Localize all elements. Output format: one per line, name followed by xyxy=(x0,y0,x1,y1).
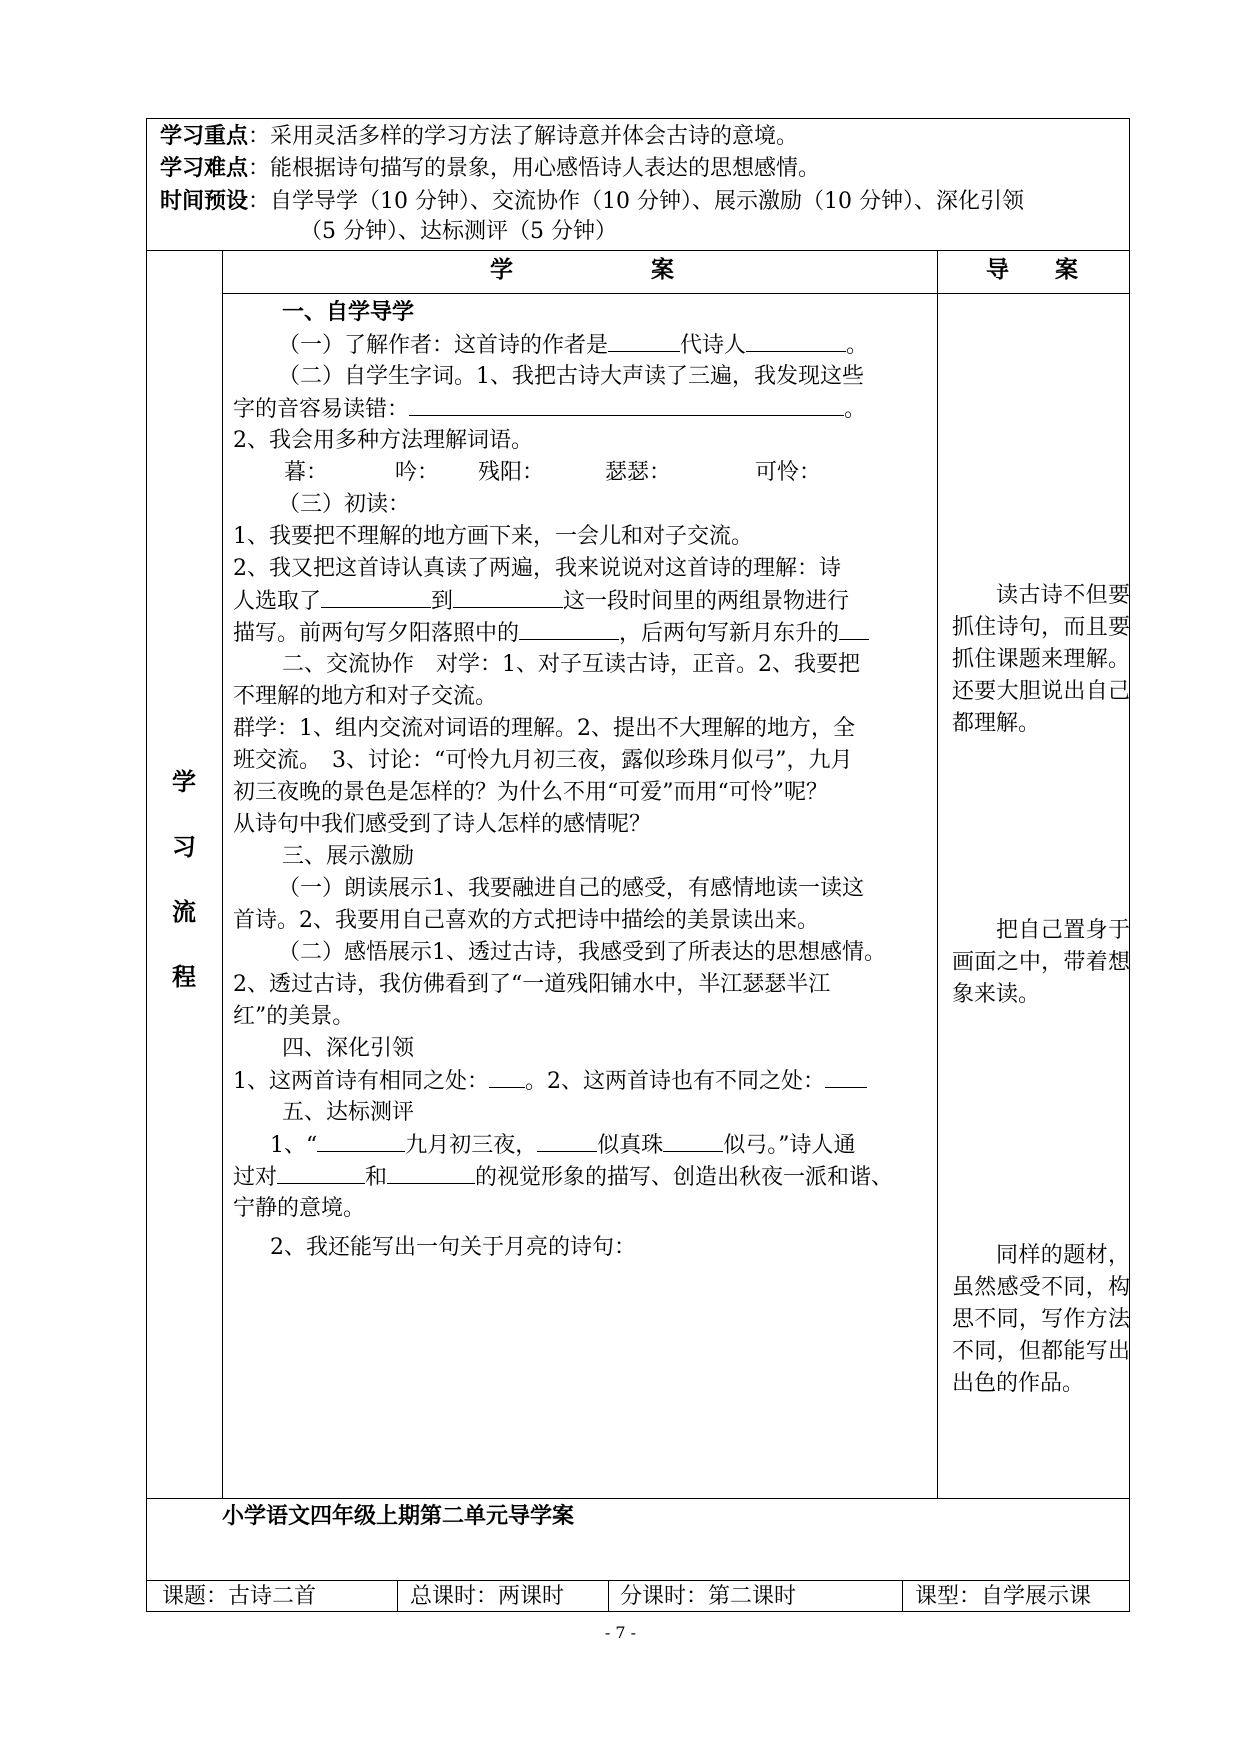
blank-image-1[interactable] xyxy=(277,1161,365,1184)
line-test-2: 过对 和 的视觉形象的描写、创造出秋夜一派和谐、 xyxy=(233,1161,893,1194)
footer-sub-hours: 分课时：第二课时 xyxy=(620,1584,797,1609)
blank-image-2[interactable] xyxy=(387,1161,475,1184)
word-mu: 暮： xyxy=(284,460,329,485)
blank-moonrise[interactable] xyxy=(839,617,869,640)
rule-process-bottom xyxy=(146,1498,1130,1499)
line-read-show: （一）朗读展示1、我要融进自己的感受，有感情地读一读这 xyxy=(278,876,864,901)
line-group-2: 班交流。 3、讨论：“可怜九月初三夜，露似珍珠月似弓”，九月 xyxy=(233,748,853,773)
line-test-4: 2、我还能写出一句关于月亮的诗句： xyxy=(270,1235,636,1260)
rule-footer-2 xyxy=(608,1580,609,1612)
time-label: 时间预设 xyxy=(160,188,249,214)
difficulty-label: 学习难点 xyxy=(160,155,249,181)
line-exchange: 二、交流协作 对学：1、对子互读古诗，正音。2、我要把 xyxy=(282,652,860,677)
line-mark: 1、我要把不理解的地方画下来，一会儿和对子交流。 xyxy=(233,524,753,549)
line-exchange-2: 不理解的地方和对子交流。 xyxy=(233,684,498,709)
blank-sunset[interactable] xyxy=(519,617,619,640)
word-yin: 吟： xyxy=(395,460,440,485)
column-head-study: 学 案 xyxy=(490,256,674,283)
rule-header-bottom xyxy=(146,250,1130,251)
blank-same[interactable] xyxy=(489,1065,525,1088)
section-5-title: 五、达标测评 xyxy=(282,1100,415,1125)
rule-column-head xyxy=(222,293,1130,294)
line-test-1: 1、“ 九月初三夜， 似真珠 似弓。”诗人通 xyxy=(270,1129,856,1162)
line-group-4: 从诗句中我们感受到了诗人怎样的感情呢？ xyxy=(233,812,652,837)
guide-note-2: 把自己置身于画面之中，带着想象来读。 xyxy=(952,918,1130,1007)
time-row xyxy=(160,185,1024,218)
difficulty-row xyxy=(160,152,820,185)
line-feel-show-2: 2、透过古诗，我仿佛看到了“一道残阳铺水中，半江瑟瑟半江 xyxy=(233,972,831,997)
difficulty-text: ：能根据诗句描写的景象，用心感悟诗人表达的思想感情。 xyxy=(248,156,821,181)
page-number: - 7 - xyxy=(604,1623,637,1642)
side-label-1: 学 xyxy=(172,767,196,796)
rule-footer-1 xyxy=(397,1580,398,1612)
time-text: ：自学导学（10 分钟）、交流协作（10 分钟）、展示激励（10 分钟）、深化引领 xyxy=(248,189,1024,214)
footer-topic: 课题：古诗二首 xyxy=(162,1584,317,1609)
blank-test-1[interactable] xyxy=(317,1129,405,1152)
line-read-show-2: 首诗。2、我要用自己喜欢的方式把诗中描绘的美景读出来。 xyxy=(233,908,819,933)
blank-dynasty[interactable] xyxy=(608,329,680,352)
side-label-4: 程 xyxy=(172,962,196,991)
focus-row xyxy=(160,120,798,153)
blank-from[interactable] xyxy=(321,585,431,608)
column-head-guide: 导 案 xyxy=(986,256,1078,283)
line-group-3: 初三夜晚的景色是怎样的？为什么不用“可爱”而用“可怜”呢？ xyxy=(233,780,828,805)
focus-text: ：采用灵活多样的学习方法了解诗意并体会古诗的意境。 xyxy=(248,124,799,149)
line-author: （一）了解作者：这首诗的作者是 代诗人 。 xyxy=(278,329,868,362)
time-row-cont: （5 分钟）、达标测评（5 分钟） xyxy=(300,219,617,244)
rule-footer-3 xyxy=(902,1580,903,1612)
line-first-read: （三）初读： xyxy=(278,492,411,517)
blank-poet[interactable] xyxy=(746,329,846,352)
line-feel-show-3: 红”的美景。 xyxy=(233,1004,355,1029)
word-kelian: 可怜： xyxy=(755,460,822,485)
footer-total-hours: 总课时：两课时 xyxy=(410,1584,565,1609)
line-test-3: 宁静的意境。 xyxy=(233,1196,366,1221)
line-words-intro: 2、我会用多种方法理解词语。 xyxy=(233,428,533,453)
guide-note-1: 读古诗不但要抓住诗句，而且要抓住课题来理解。还要大胆说出自己都理解。 xyxy=(952,583,1130,736)
word-sese: 瑟瑟： xyxy=(605,460,672,485)
line-scenery: 人选取了 到 这一段时间里的两组景物进行 xyxy=(233,585,849,618)
blank-test-2[interactable] xyxy=(537,1129,597,1152)
focus-label: 学习重点 xyxy=(160,123,249,149)
footer-lesson-type: 课型：自学展示课 xyxy=(915,1584,1092,1609)
line-feel-show: （二）感悟展示1、透过古诗，我感受到了所表达的思想感情。 xyxy=(278,940,886,965)
blank-different[interactable] xyxy=(825,1065,867,1088)
line-misread: 字的音容易读错： 。 xyxy=(233,393,866,426)
section-3-title: 三、展示激励 xyxy=(282,844,415,869)
line-understand: 2、我又把这首诗认真读了两遍，我来说说对这首诗的理解：诗 xyxy=(233,556,841,581)
blank-test-3[interactable] xyxy=(663,1129,723,1152)
blank-to[interactable] xyxy=(453,585,563,608)
unit-title: 小学语文四年级上期第二单元导学案 xyxy=(222,1503,575,1529)
section-1-title: 一、自学导学 xyxy=(282,299,415,325)
rule-guide-column xyxy=(937,250,938,1498)
word-canyang: 残阳： xyxy=(478,460,545,485)
line-vocab-intro: （二）自学生字词。1、我把古诗大声读了三遍，我发现这些 xyxy=(278,364,864,389)
blank-misread-chars[interactable] xyxy=(409,393,844,416)
line-describe: 描写。前两句写夕阳落照中的 ，后两句写新月东升的 xyxy=(233,617,869,650)
side-label-2: 习 xyxy=(172,832,196,861)
section-4-title: 四、深化引领 xyxy=(282,1036,415,1061)
rule-side-label xyxy=(222,250,223,1498)
line-group: 群学：1、组内交流对词语的理解。2、提出不大理解的地方，全 xyxy=(233,716,855,741)
guide-note-3: 同样的题材，虽然感受不同，构思不同，写作方法不同，但都能写出出色的作品。 xyxy=(952,1243,1130,1396)
side-label-3: 流 xyxy=(172,897,196,926)
line-compare: 1、这两首诗有相同之处： 。2、这两首诗也有不同之处： xyxy=(233,1065,867,1098)
